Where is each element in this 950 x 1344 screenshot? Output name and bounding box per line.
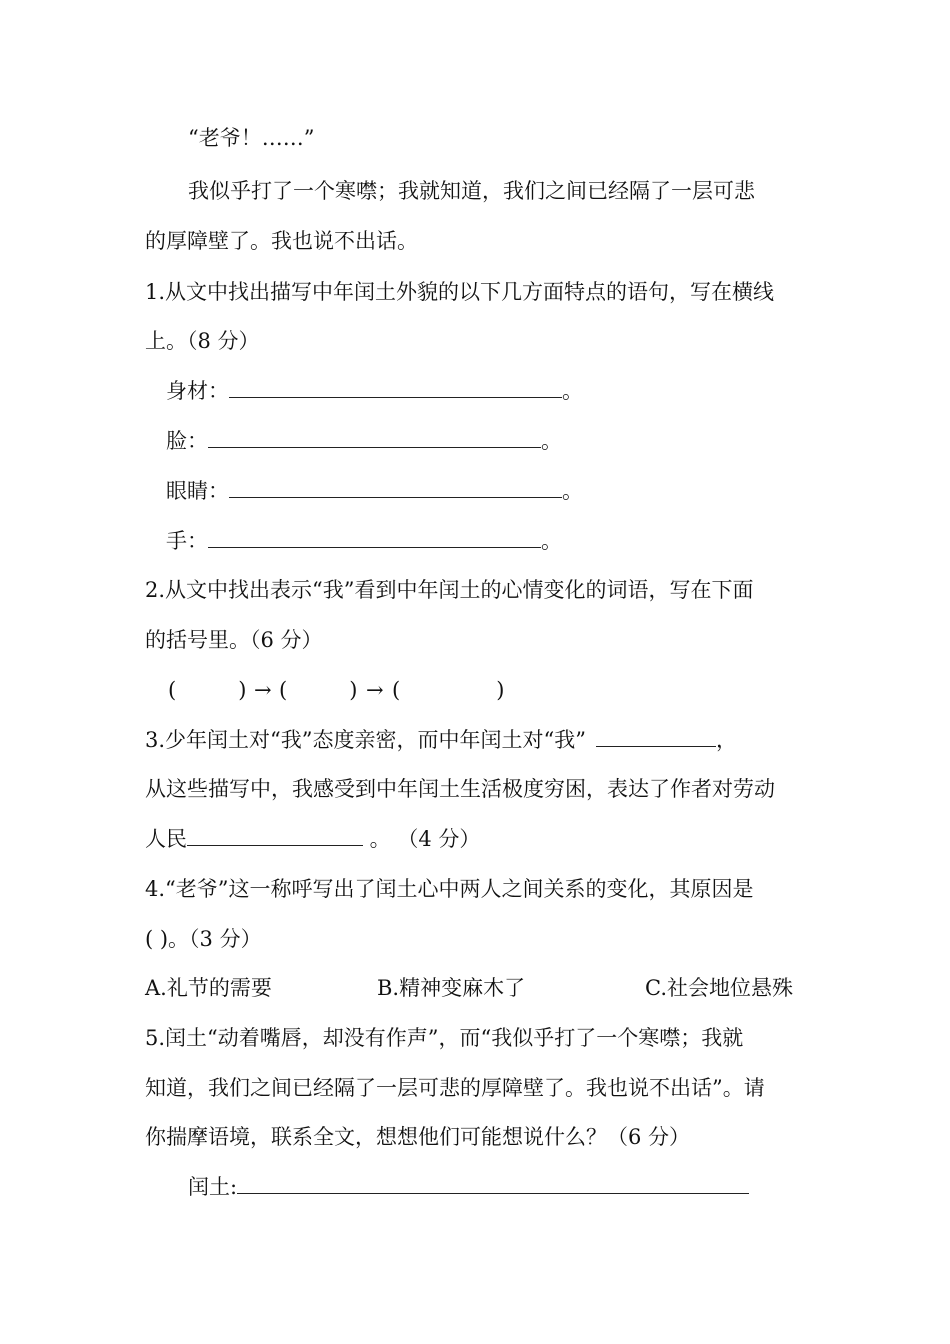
q2-close-paren-3: ) (496, 678, 505, 702)
passage-quote: “老爷！……” (188, 126, 315, 150)
q1-label-face: 脸： (166, 429, 208, 453)
question-1-line-1: 1.从文中找出描写中年闰土外貌的以下几方面特点的语句，写在横线 (145, 280, 775, 304)
question-2-line-1: 2.从文中找出表示“我”看到中年闰土的心情变化的词语，写在下面 (145, 578, 754, 602)
question-5-line-3: 你揣摩语境，联系全文，想想他们可能想说什么？（6 分） (145, 1125, 691, 1149)
passage-paragraph-line-2: 的厚障壁了。我也说不出话。 (145, 229, 418, 253)
q1-label-build: 身材： (166, 379, 229, 403)
q1-blank-build[interactable] (229, 377, 562, 398)
q1-answer-hands (166, 527, 562, 555)
q4-option-a[interactable]: A.礼节的需要 (145, 976, 272, 1000)
q3-text-1b: ， (715, 728, 737, 752)
q1-end-eyes: 。 (562, 479, 583, 503)
q1-end-hands: 。 (541, 529, 562, 553)
q2-arrow-2: → (366, 678, 384, 702)
question-3-line-3 (145, 825, 480, 853)
q3-text-3a: 人民 (145, 827, 187, 851)
question-5-line-1: 5.闰土“动着嘴唇，却没有作声”，而“我似乎打了一个寒噤；我就 (145, 1026, 744, 1050)
question-1-line-2: 上。（8 分） (145, 329, 260, 353)
q3-text-1a: 3.少年闰土对“我”态度亲密，而中年闰土对“我” (145, 728, 586, 752)
q3-blank-attitude[interactable] (596, 726, 716, 747)
q2-open-paren-2: ( (279, 678, 288, 702)
q4-option-b[interactable]: B.精神变麻木了 (377, 976, 526, 1000)
q3-text-3b: 。 （4 分） (363, 827, 481, 851)
q1-blank-face[interactable] (208, 427, 541, 448)
passage-paragraph-line-1: 我似乎打了一个寒噤；我就知道，我们之间已经隔了一层可悲 (188, 179, 755, 203)
q4-option-c[interactable]: C.社会地位悬殊 (645, 976, 793, 1000)
question-3-line-1 (145, 726, 737, 754)
q1-label-eyes: 眼睛： (166, 479, 229, 503)
q1-end-face: 。 (541, 429, 562, 453)
q1-answer-eyes (166, 477, 583, 505)
question-2-line-2: 的括号里。（6 分） (145, 628, 323, 652)
q5-blank-runtu[interactable] (237, 1173, 749, 1194)
q1-blank-hands[interactable] (208, 527, 541, 548)
q1-blank-eyes[interactable] (229, 477, 562, 498)
q1-answer-build (166, 377, 583, 405)
q5-label-runtu: 闰土: (188, 1175, 238, 1199)
q3-blank-feeling[interactable] (187, 825, 363, 846)
q1-end-build: 。 (562, 379, 583, 403)
q1-label-hands: 手： (166, 529, 208, 553)
q2-open-paren-3: ( (392, 678, 401, 702)
question-4-line-1: 4.“老爷”这一称呼写出了闰土心中两人之间关系的变化，其原因是 (145, 877, 754, 901)
q2-paren-box-1[interactable] (168, 676, 246, 704)
question-5-line-2: 知道，我们之间已经隔了一层可悲的厚障壁了。我也说不出话”。请 (145, 1076, 765, 1100)
q2-paren-box-3[interactable] (392, 676, 504, 704)
question-4-line-2[interactable]: ( )。（3 分） (145, 927, 262, 951)
q5-answer-runtu (188, 1173, 749, 1201)
q2-open-paren-1: ( (168, 678, 177, 702)
q2-close-paren-1: ) (238, 678, 247, 702)
question-3-line-2: 从这些描写中，我感受到中年闰土生活极度穷困，表达了作者对劳动 (145, 777, 775, 801)
q2-arrow-1: → (254, 678, 272, 702)
q2-paren-box-2[interactable] (279, 676, 357, 704)
q1-answer-face (166, 427, 562, 455)
q2-close-paren-2: ) (349, 678, 358, 702)
